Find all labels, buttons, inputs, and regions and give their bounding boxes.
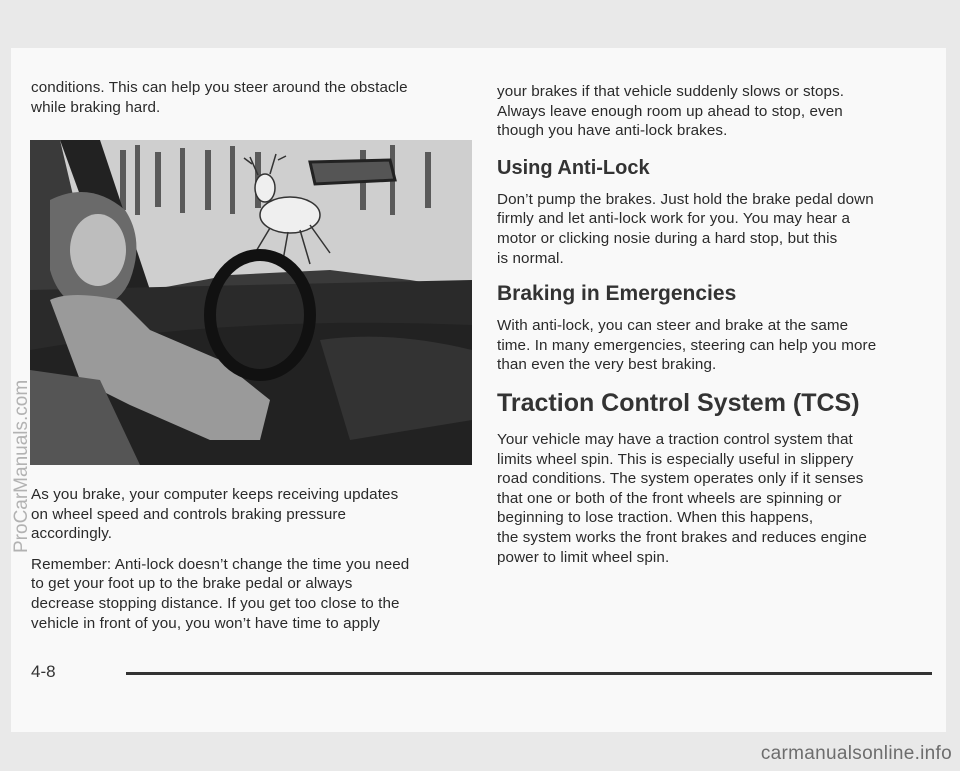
text-line: your brakes if that vehicle suddenly slows or stops. [497,83,845,100]
driver-deer-illustration [30,140,472,465]
text-line: As you brake, your computer keeps receiving updates [31,486,399,503]
text-line: Your vehicle may have a traction control system that [497,430,853,448]
heading-tcs: Traction Control System (TCS) [497,388,860,417]
text-line: that one or both of the front wheels are spinning or [497,489,842,507]
heading-using-anti-lock: Using Anti-Lock [497,156,650,179]
text-line: motor or clicking nosie during a hard stop, but this [497,229,838,247]
left-intro [31,78,471,117]
paragraph-using [497,190,937,268]
text-line: decrease stopping distance. If you get too close to the [31,594,400,612]
right-column [497,82,937,567]
text-line: vehicle in front of you, you won’t have time to apply [31,614,380,632]
text-line: the system works the front brakes and reduces engine [497,528,867,546]
page-number: 4-8 [31,662,56,681]
left-column-top [31,78,471,117]
left-column-bottom [31,485,471,633]
footer-rule [126,672,932,675]
manual-page [11,48,946,732]
page-footer [31,658,931,688]
paragraph-braking [497,316,937,375]
paragraph-tcs [497,430,937,567]
text-line: while braking hard. [31,98,161,116]
paragraph-computer [31,485,471,544]
text-line: limits wheel spin. This is especially useful in slippery [497,450,854,468]
text-line: beginning to lose traction. When this happens, [497,509,814,527]
right-intro [497,82,937,141]
illustration-svg [30,140,472,465]
text-line: conditions. This can help you steer around the obstacle [31,79,408,96]
text-line: Always leave enough room up ahead to stop, even [497,102,843,120]
text-line: Don’t pump the brakes. Just hold the brake pedal down [497,190,874,208]
text-line: accordingly. [31,525,113,543]
bottom-watermark-link[interactable]: carmanualsonline.info [760,743,952,764]
text-line: power to limit wheel spin. [497,548,670,566]
text-line: road conditions. The system operates only if it senses [497,470,864,488]
text-line: firmly and let anti-lock work for you. You may hear a [497,210,851,228]
text-line: to get your foot up to the brake pedal or always [31,575,353,593]
text-line: Remember: Anti-lock doesn’t change the time you need [31,555,410,573]
text-line: on wheel speed and controls braking pressure [31,505,347,523]
text-line: though you have anti-lock brakes. [497,122,728,140]
text-line: is normal. [497,249,564,267]
heading-braking-emergencies: Braking in Emergencies [497,282,737,306]
text-line: time. In many emergencies, steering can help you more [497,336,877,354]
paragraph-remember [31,555,471,633]
text-line: than even the very best braking. [497,356,717,374]
side-watermark: ProCarManuals.com [11,379,32,553]
text-line: With anti-lock, you can steer and brake at the same [497,317,849,335]
